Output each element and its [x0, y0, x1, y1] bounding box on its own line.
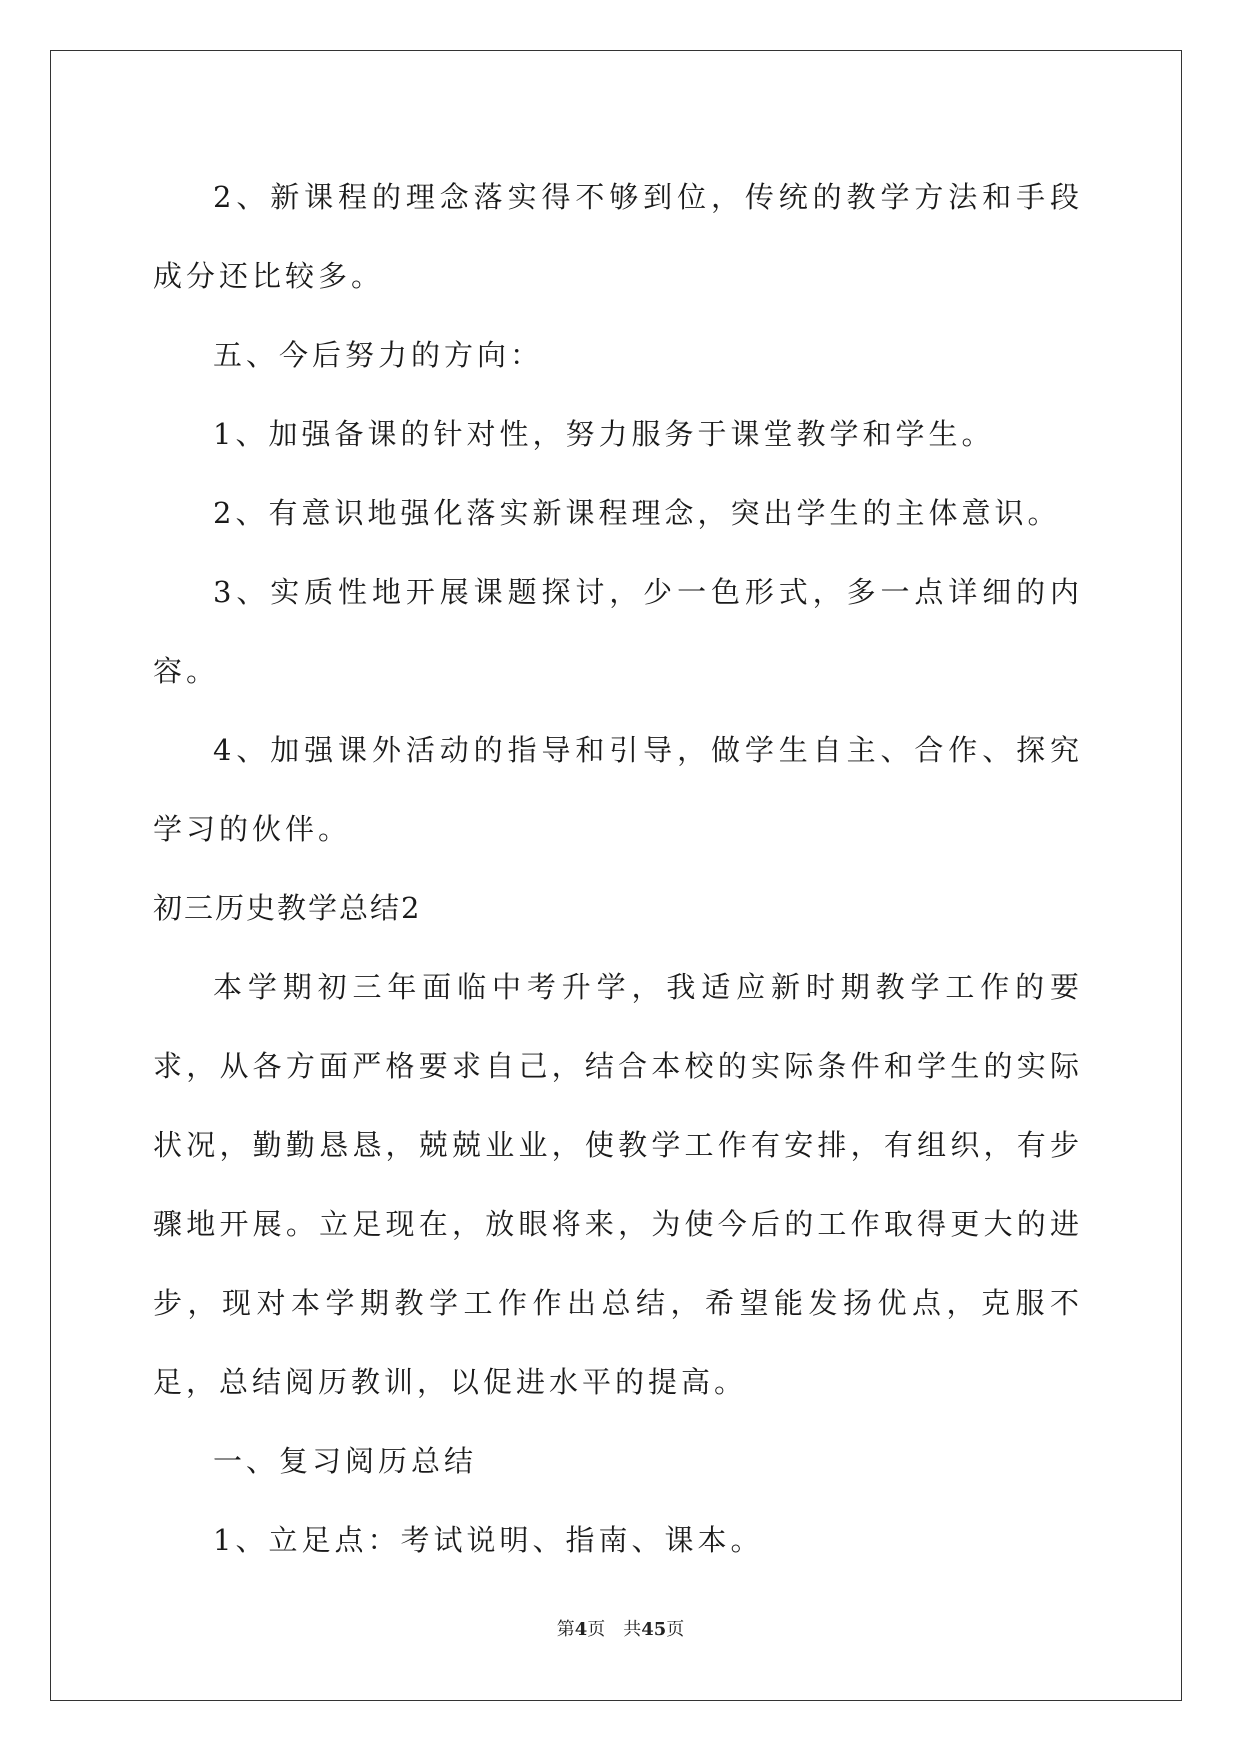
total-pages: 45	[641, 1619, 667, 1640]
paragraph: 1、立足点：考试说明、指南、课本。	[213, 1523, 764, 1557]
page-number: 4	[574, 1619, 588, 1640]
paragraph: 2、有意识地强化落实新课程理念，突出学生的主体意识。	[213, 496, 1061, 530]
page-footer	[0, 1615, 1241, 1641]
section-heading: 一、复习阅历总结	[213, 1444, 478, 1478]
paragraph: 1、加强备课的针对性，努力服务于课堂教学和学生。	[213, 417, 995, 451]
paragraph: 本学期初三年面临中考升学，我适应新时期教学工作的要求，从各方面严格要求自己，结合本校的实际条件和学生的实际状况，勤勤恳恳，兢兢业业，使教学工作有安排，有组织，有步骤地开展。立足现在，放眼将来，为使今后的工作取得更大的进步，现对本学期教学工作作出总结，希望能发扬优点，克服不足，总结阅历教训，以促进水平的提高。	[153, 970, 1083, 1399]
paragraph: 4、加强课外活动的指导和引导，做学生自主、合作、探究学习的伙伴。	[153, 733, 1083, 846]
document-title: 初三历史教学总结2	[153, 891, 422, 925]
total-prefix: 共	[623, 1619, 642, 1640]
section-heading: 五、今后努力的方向：	[213, 338, 544, 372]
document-body	[153, 158, 1083, 1580]
page-suffix: 页	[587, 1619, 606, 1640]
paragraph: 3、实质性地开展课题探讨，少一色形式，多一点详细的内容。	[153, 575, 1083, 688]
paragraph: 2、新课程的理念落实得不够到位，传统的教学方法和手段成分还比较多。	[153, 180, 1083, 293]
page-prefix: 第	[556, 1619, 575, 1640]
total-suffix: 页	[666, 1619, 685, 1640]
